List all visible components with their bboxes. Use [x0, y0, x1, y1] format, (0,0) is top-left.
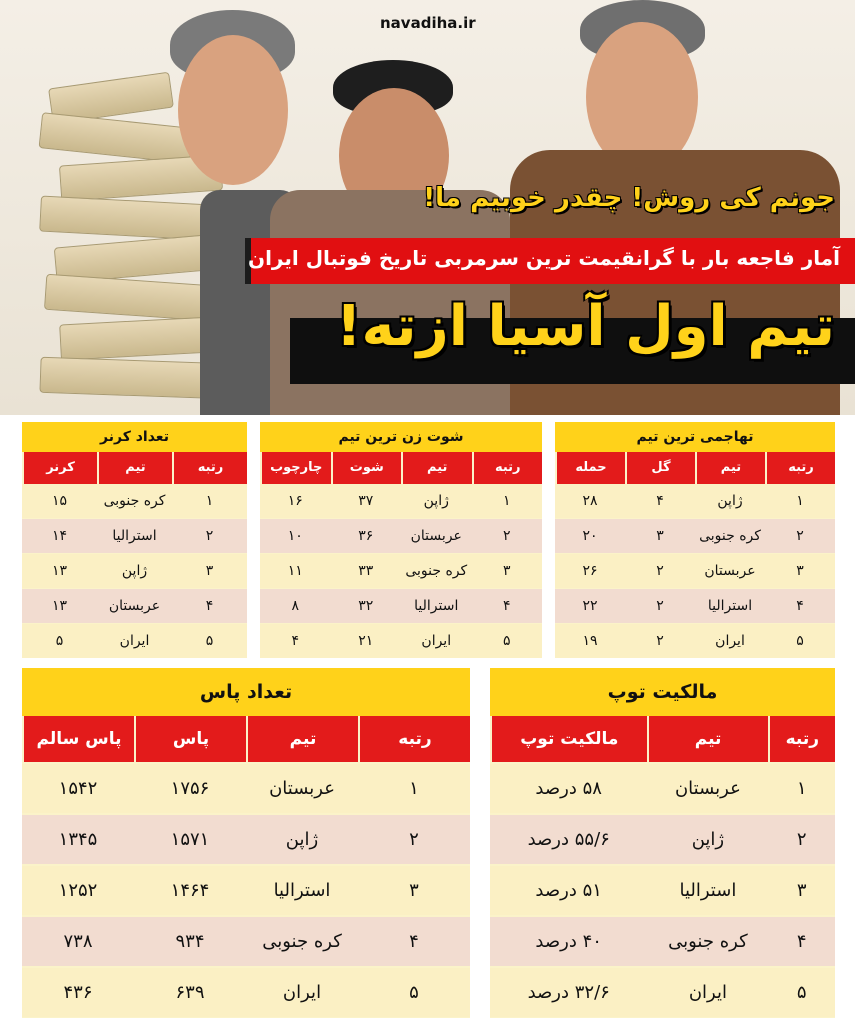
cell: ۲۶: [582, 563, 598, 579]
cell: ۱۶: [287, 493, 303, 509]
cell: عربستان: [410, 528, 462, 544]
cell: ایران: [282, 982, 322, 1003]
cell: ۱: [796, 493, 804, 509]
table-corners-header: [22, 452, 247, 484]
table-corners: [22, 422, 247, 658]
cell: ۱۳: [51, 598, 68, 614]
table-row: [22, 554, 247, 588]
cell: ایران: [421, 633, 452, 649]
cell: ۲: [656, 563, 664, 579]
cell: ۴: [796, 598, 804, 614]
table-row: [22, 519, 247, 553]
header-cell: پاس: [134, 716, 246, 762]
cell: عربستان: [674, 778, 741, 799]
cell: ۱۳: [51, 563, 68, 579]
headline-big: تیم اول آسیا ازته!: [336, 294, 835, 359]
table-row: [490, 968, 835, 1017]
cell: ۴: [409, 931, 419, 952]
cell: ۳۲/۶ درصد: [527, 982, 610, 1003]
table-row: [22, 917, 470, 966]
table-row: [22, 764, 470, 813]
header-cell: پاس سالم: [22, 716, 134, 762]
cell: ۴۳۶: [63, 982, 93, 1003]
header-cell: کرنر: [22, 452, 97, 484]
cell: ۳۶: [358, 528, 374, 544]
table-shots: [260, 422, 542, 658]
table-possession-header: [490, 716, 835, 762]
cell: کره جنوبی: [262, 931, 342, 952]
headline-red: آمار فاجعه بار با گرانقیمت ترین سرمربی تاریخ فوتبال ایران: [248, 246, 840, 270]
cell: عربستان: [108, 598, 161, 614]
cell: ۳۳: [358, 563, 374, 579]
cell: ۱: [205, 493, 214, 509]
cell: کره جنوبی: [668, 931, 748, 952]
table-passes-header: [22, 716, 470, 762]
header-cell: تیم: [695, 452, 765, 484]
site-watermark: navadiha.ir: [380, 14, 476, 32]
header-cell: تیم: [401, 452, 472, 484]
header-cell: رتبه: [358, 716, 470, 762]
table-attack-header: [555, 452, 835, 484]
header-cell: تیم: [97, 452, 172, 484]
cell: ۵: [502, 633, 511, 649]
cell: ۱۴۶۴: [170, 880, 210, 901]
header-cell: رتبه: [768, 716, 835, 762]
cell: عربستان: [704, 563, 756, 579]
table-row: [260, 554, 542, 588]
cell: ۳: [409, 880, 419, 901]
cell: ۴۰ درصد: [535, 931, 602, 952]
cell: ۱۰: [287, 528, 303, 544]
cell: ۲: [656, 598, 664, 614]
cell: ژاپن: [285, 829, 319, 850]
cell: ۴: [502, 598, 511, 614]
table-row: [22, 484, 247, 518]
headline-top: جونم کی روش! چقدر خوبیم ما!: [423, 183, 835, 213]
table-row: [260, 484, 542, 518]
cell: ۲۰: [582, 528, 598, 544]
cell: ۲: [409, 829, 419, 850]
header-cell: چارچوب: [260, 452, 331, 484]
cell: ژاپن: [423, 493, 449, 509]
cell: ایران: [688, 982, 727, 1003]
hero-banner: [0, 0, 855, 415]
cell: ۴: [796, 931, 807, 952]
cell: کره جنوبی: [405, 563, 468, 579]
cell: ۳: [796, 880, 807, 901]
table-row: [555, 554, 835, 588]
coach-left-photo: [150, 10, 310, 210]
cell: ۱۱: [287, 563, 303, 579]
cell: ۱۴: [51, 528, 68, 544]
table-row: [555, 624, 835, 658]
cell: استرالیا: [707, 598, 753, 614]
cell: ۱۹: [582, 633, 598, 649]
cell: ۵: [55, 633, 64, 649]
header-cell: حمله: [555, 452, 625, 484]
cell: ۵: [205, 633, 214, 649]
cell: ۵۱ درصد: [535, 880, 602, 901]
cell: ایران: [715, 633, 745, 649]
table-row: [260, 624, 542, 658]
cell: ۲: [656, 633, 664, 649]
table-shots-header: [260, 452, 542, 484]
cell: استرالیا: [112, 528, 157, 544]
header-cell: تیم: [246, 716, 358, 762]
table-possession: [490, 668, 835, 1018]
table-row: [555, 484, 835, 518]
table-shots-title: شوت زن ترین تیم: [260, 422, 542, 452]
table-row: [490, 866, 835, 915]
cell: ژاپن: [691, 829, 725, 850]
cell: ۵۸ درصد: [535, 778, 602, 799]
header-cell: رتبه: [472, 452, 543, 484]
table-row: [490, 815, 835, 864]
cell: ۵: [796, 982, 807, 1003]
cell: کره جنوبی: [103, 493, 166, 509]
cell: ۲: [796, 528, 804, 544]
header-cell: رتبه: [765, 452, 835, 484]
header-cell: رتبه: [172, 452, 247, 484]
cell: ۵۵/۶ درصد: [527, 829, 610, 850]
cell: استرالیا: [273, 880, 331, 901]
table-row: [22, 815, 470, 864]
cell: ایران: [119, 633, 150, 649]
table-row: [555, 589, 835, 623]
header-cell: تیم: [647, 716, 768, 762]
cell: ۷۳۸: [63, 931, 93, 952]
cell: استرالیا: [679, 880, 737, 901]
cell: ۵: [796, 633, 804, 649]
header-cell: مالکیت توپ: [490, 716, 647, 762]
cell: ۲۸: [582, 493, 598, 509]
cell: کره جنوبی: [699, 528, 761, 544]
cell: ۱: [409, 778, 419, 799]
cell: ژاپن: [121, 563, 148, 579]
cell: ۸: [291, 598, 300, 614]
cell: ۱۲۵۲: [58, 880, 98, 901]
cell: ۴: [656, 493, 664, 509]
cell: ۱۳۴۵: [58, 829, 98, 850]
cell: ۳: [656, 528, 664, 544]
table-attack: [555, 422, 835, 658]
cell: ۲: [205, 528, 214, 544]
cell: ۱۷۵۶: [170, 778, 210, 799]
cell: ۳: [205, 563, 214, 579]
cell: ۲: [796, 829, 807, 850]
header-cell: شوت: [331, 452, 402, 484]
table-attack-title: تهاجمی ترین تیم: [555, 422, 835, 452]
table-row: [22, 589, 247, 623]
cell: ۴: [291, 633, 300, 649]
table-possession-title: مالکیت توپ: [490, 668, 835, 716]
table-passes-title: تعداد پاس: [22, 668, 470, 716]
table-passes: [22, 668, 470, 1018]
cell: ۱: [796, 778, 807, 799]
table-row: [260, 589, 542, 623]
cell: ۱۵۷۱: [170, 829, 210, 850]
cell: ۹۳۴: [175, 931, 205, 952]
cell: استرالیا: [414, 598, 459, 614]
table-row: [490, 917, 835, 966]
table-row: [260, 519, 542, 553]
cell: ۲۱: [358, 633, 374, 649]
header-cell: گل: [625, 452, 695, 484]
cell: عربستان: [269, 778, 335, 799]
cell: ۱: [502, 493, 511, 509]
cell: ۳۷: [358, 493, 374, 509]
cell: ۶۳۹: [175, 982, 205, 1003]
cell: ۳: [796, 563, 804, 579]
table-row: [22, 624, 247, 658]
cell: ۳۲: [358, 598, 374, 614]
cell: ۴: [205, 598, 214, 614]
cell: ۲۲: [582, 598, 598, 614]
table-corners-title: تعداد کرنر: [22, 422, 247, 452]
cell: ژاپن: [717, 493, 743, 509]
table-row: [555, 519, 835, 553]
cell: ۲: [502, 528, 511, 544]
table-row: [22, 968, 470, 1017]
cell: ۳: [502, 563, 511, 579]
cell: ۱۵۴۲: [58, 778, 98, 799]
table-row: [490, 764, 835, 813]
table-row: [22, 866, 470, 915]
cell: ۱۵: [51, 493, 68, 509]
cell: ۵: [409, 982, 419, 1003]
